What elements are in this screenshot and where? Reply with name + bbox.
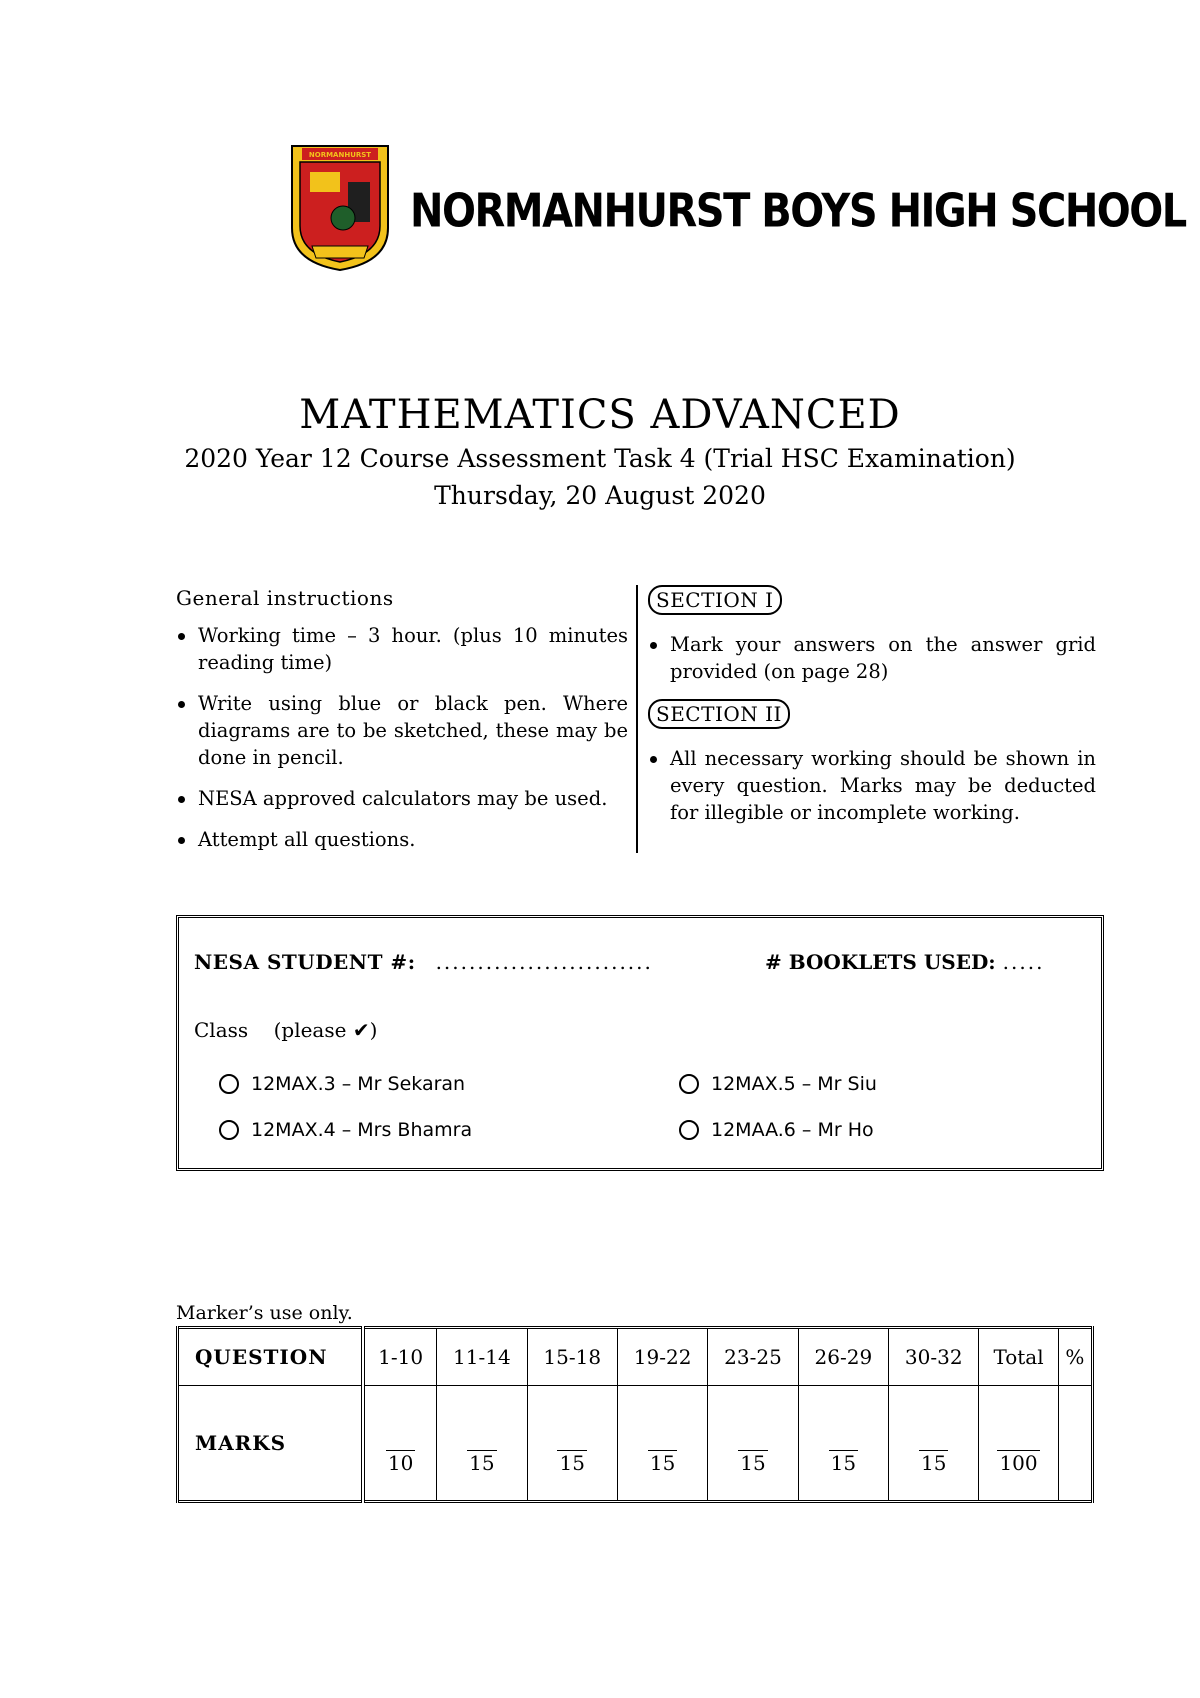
class-option-label: 12MAX.3 – Mr Sekaran <box>251 1073 466 1095</box>
marks-cell[interactable] <box>889 1386 979 1502</box>
question-range: 30-32 <box>889 1328 979 1386</box>
question-label: QUESTION <box>178 1328 364 1386</box>
marks-cell[interactable] <box>798 1386 888 1502</box>
marks-table <box>176 1326 1094 1503</box>
marks-out-of: 15 <box>920 1450 947 1475</box>
section-instructions <box>648 585 1096 840</box>
marks-cell[interactable] <box>617 1386 707 1502</box>
section-1-badge: SECTION I <box>648 585 782 615</box>
marks-out-of: 15 <box>559 1450 585 1475</box>
instruction-item: NESA approved calculators may be used. <box>176 785 628 812</box>
marks-cell[interactable] <box>363 1386 437 1502</box>
class-option[interactable] <box>679 1073 877 1095</box>
marks-out-of: 15 <box>740 1450 766 1475</box>
marks-out-of: 15 <box>830 1450 857 1475</box>
section-1-item: Mark your answers on the answer grid provided (on page 28) <box>648 631 1096 685</box>
total-header: Total <box>979 1328 1058 1386</box>
class-option[interactable] <box>679 1119 874 1141</box>
class-option[interactable] <box>219 1119 472 1141</box>
percent-cell[interactable] <box>1058 1386 1092 1502</box>
total-out-of: 100 <box>999 1450 1038 1475</box>
booklets-row <box>765 950 1044 974</box>
svg-text:NORMANHURST: NORMANHURST <box>308 151 372 159</box>
question-range: 1-10 <box>363 1328 437 1386</box>
marker-note: Marker’s use only. <box>176 1302 353 1324</box>
question-range: 11-14 <box>437 1328 527 1386</box>
marks-cell[interactable] <box>708 1386 798 1502</box>
exam-title: MATHEMATICS ADVANCED <box>299 392 901 438</box>
instruction-item: Write using blue or black pen. Where diagrams are to be sketched, these may be done in pencil. <box>176 690 628 771</box>
section-2-badge: SECTION II <box>648 699 790 729</box>
student-number-row <box>194 950 653 974</box>
student-number-field[interactable]: .......................... <box>435 950 653 974</box>
class-option[interactable] <box>219 1073 465 1095</box>
general-instructions <box>176 585 628 867</box>
instructions-heading: General instructions <box>176 586 394 610</box>
student-number-label: NESA STUDENT #: <box>194 950 416 974</box>
marks-out-of: 15 <box>469 1450 495 1475</box>
student-details-box <box>176 915 1104 1171</box>
class-option-label: 12MAX.4 – Mrs Bhamra <box>251 1119 473 1141</box>
school-crest-logo <box>288 142 392 274</box>
instruction-item: Working time – 3 hour. (plus 10 minutes reading time) <box>176 622 628 676</box>
class-hint: (please ✔) <box>273 1018 378 1042</box>
booklets-label: # BOOKLETS USED: <box>765 950 996 974</box>
marks-cell[interactable] <box>527 1386 617 1502</box>
instruction-item: Attempt all questions. <box>176 826 628 853</box>
column-divider <box>636 585 638 853</box>
marks-out-of: 15 <box>649 1450 676 1475</box>
question-range: 23-25 <box>708 1328 798 1386</box>
radio-icon[interactable] <box>219 1074 239 1094</box>
question-range: 26-29 <box>798 1328 888 1386</box>
class-label: Class <box>194 1018 249 1042</box>
question-row <box>178 1328 1093 1386</box>
total-cell[interactable] <box>979 1386 1058 1502</box>
booklets-field[interactable]: ..... <box>1002 950 1045 974</box>
exam-subtitle: 2020 Year 12 Course Assessment Task 4 (Trial HSC Examination) <box>184 444 1016 473</box>
radio-icon[interactable] <box>679 1074 699 1094</box>
marks-row <box>178 1386 1093 1502</box>
school-name: NORMANHURST BOYS HIGH SCHOOL <box>410 185 1186 238</box>
question-range: 15-18 <box>527 1328 617 1386</box>
question-range: 19-22 <box>617 1328 707 1386</box>
marks-label: MARKS <box>178 1386 364 1502</box>
exam-date: Thursday, 20 August 2020 <box>434 481 766 510</box>
marks-cell[interactable] <box>437 1386 527 1502</box>
class-row <box>194 1018 377 1042</box>
percent-header: % <box>1058 1328 1092 1386</box>
radio-icon[interactable] <box>219 1120 239 1140</box>
class-option-label: 12MAX.5 – Mr Siu <box>711 1073 877 1095</box>
section-2-item: All necessary working should be shown in every question. Marks may be deducted for illegible or incomplete working. <box>648 745 1096 826</box>
class-option-label: 12MAA.6 – Mr Ho <box>711 1119 874 1141</box>
marks-out-of: 10 <box>387 1450 414 1475</box>
radio-icon[interactable] <box>679 1120 699 1140</box>
